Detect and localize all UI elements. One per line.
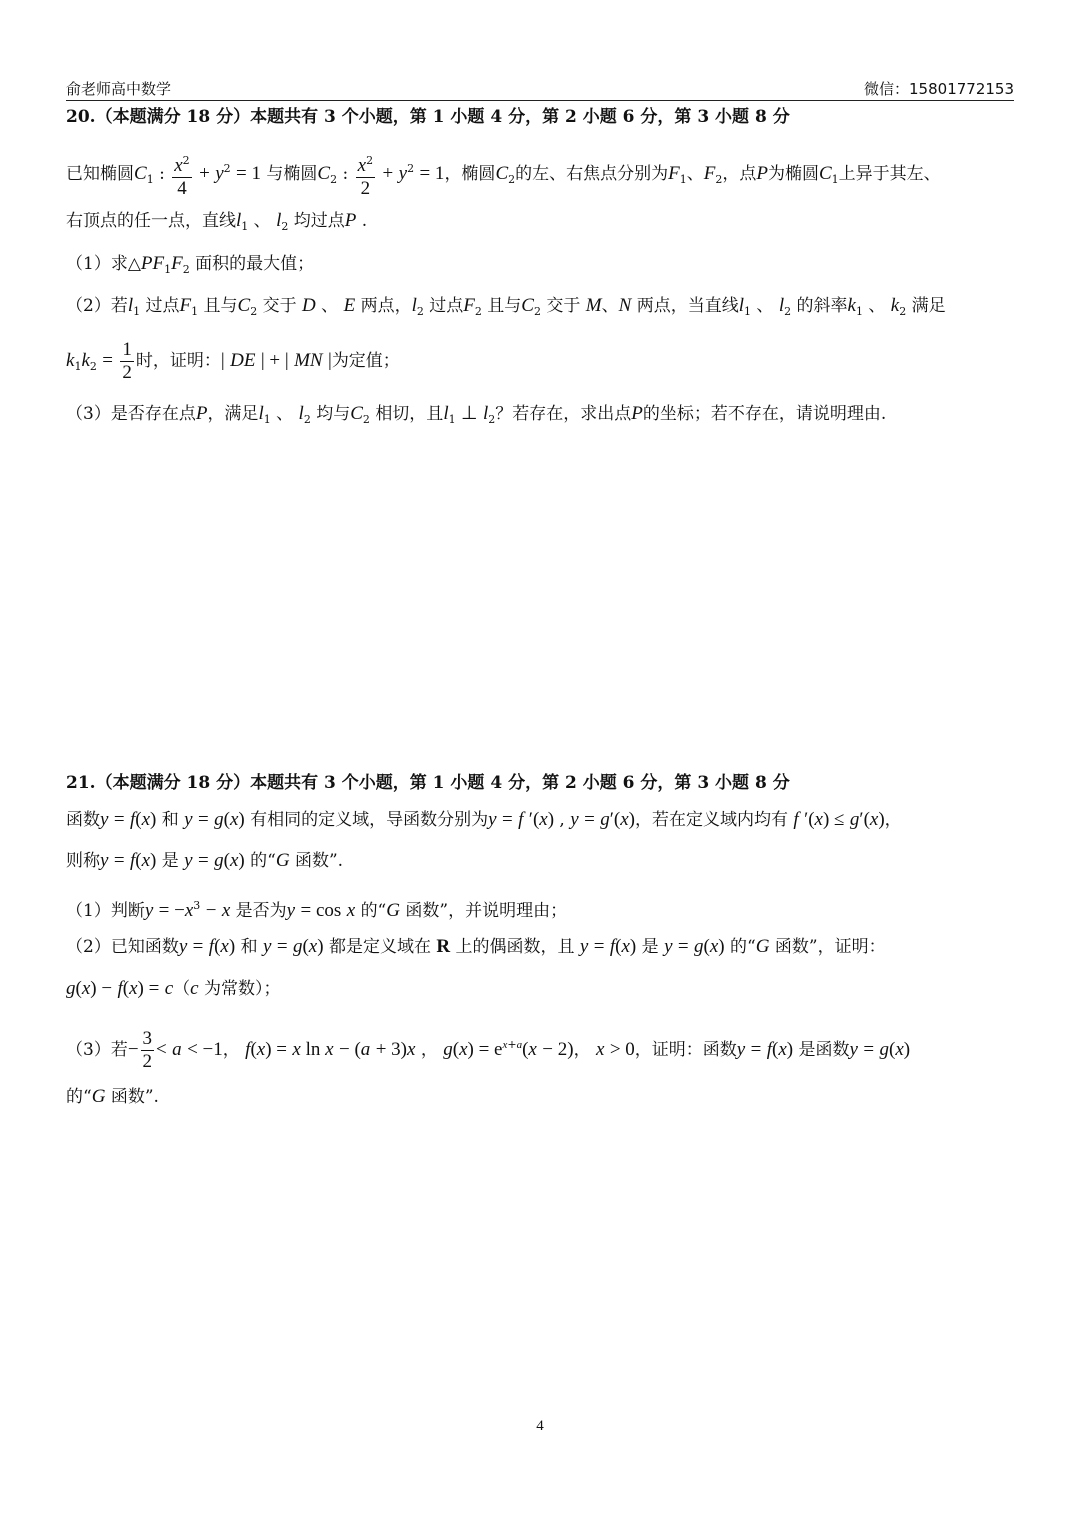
q20-statement-line1: 已知椭圆$C_1$ : $\frac{x^2}{4}$ + $y^2 = 1$ 与椭圆$C_2$ : $\frac{x^2}{2}$ + $y^2 = 1$，椭圆$C_2$的左、右焦点分别为$F_1$、$F_2$，点P为椭圆$C_1$上异于其左、: [66, 146, 1016, 203]
q20-statement-line2: 右顶点的任一点，直线$l_1$ 、 $l_2$ 均过点P .: [66, 210, 368, 233]
page-number: 4: [536, 1418, 544, 1434]
page-header: [66, 76, 1014, 101]
q21-statement-line1: 函数y = f(x) 和 y = g(x) 有相同的定义域，导函数分别为y = f ′(x) , y = g′(x)，若在定义域内均有 f ′(x) ≤ g′(x)，: [66, 809, 902, 830]
q21-statement-line2: 则称y = f(x) 是 y = g(x) 的“G 函数”.: [66, 850, 344, 871]
q20-title: 20.（本题满分 18 分）本题共有 3 个小题，第 1 小题 4 分，第 2 小题 6 分，第 3 小题 8 分: [66, 107, 790, 127]
q21-part2-line1: （2）已知函数y = f(x) 和 y = g(x) 都是定义域在 R 上的偶函数，且 y = f(x) 是 y = g(x) 的“G 函数”，证明：: [66, 936, 886, 957]
q21-part3-line2: 的“G 函数”.: [66, 1086, 159, 1107]
q21-part3-line1: （3）若− $\frac{3}{2}$ < a < −1， f(x) = x ln x − (a + 3)x ， $g(x) = e^{x+a}(x - 2)$， x > 0，证明：函数y = f(x) 是函数y = g(x): [66, 1028, 911, 1072]
q21-part2-line2: g(x) − f(x) = c（c 为常数）；: [66, 978, 281, 999]
q20-part2-line1: （2）若$l_1$ 过点$F_1$ 且与$C_2$ 交于 D 、 E 两点，$l_2$ 过点$F_2$ 且与$C_2$ 交于 M、N 两点，当直线$l_1$ 、 $l_2$ 的斜率$k_1$ 、 $k_2$ 满足: [66, 295, 946, 318]
q20-part3: （3）是否存在点P，满足$l_1$ 、 $l_2$ 均与$C_2$ 相切，且$l_1$ ⊥ $l_2$？若存在，求出点P的坐标；若不存在，请说明理由.: [66, 403, 887, 426]
q21-title: 21.（本题满分 18 分）本题共有 3 个小题，第 1 小题 4 分，第 2 小题 6 分，第 3 小题 8 分: [66, 773, 790, 793]
q20-part1: （1）求$\triangle PF_1F_2$ 面积的最大值；: [66, 253, 315, 276]
header-author: 俞老师高中数学: [66, 80, 172, 98]
q20-part2-line2: $k_1k_2$ = $\frac{1}{2}$ 时，证明：| DE | + | MN |为定值；: [66, 339, 400, 383]
header-contact: 微信：15801772153: [864, 80, 1014, 98]
q21-part1: （1）判断$y = -x^3 - x$ 是否为y = cos x 的“G 函数”，并说明理由；: [66, 899, 568, 921]
